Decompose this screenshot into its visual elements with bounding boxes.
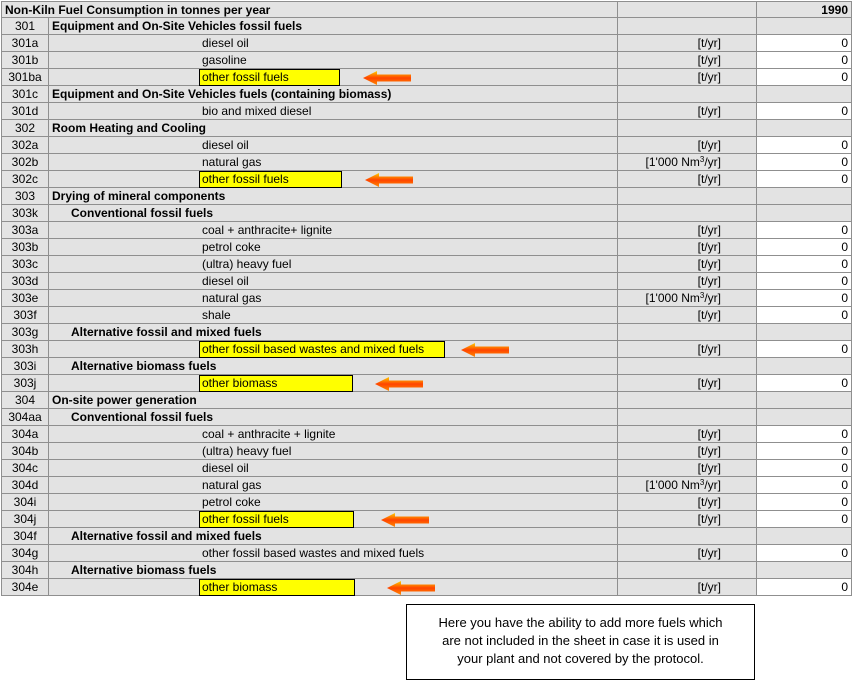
highlighted-fuel-input[interactable]: other fossil fuels xyxy=(199,511,354,528)
unit-cell xyxy=(618,137,757,154)
value-input[interactable]: 0 xyxy=(757,137,852,154)
fuel-label-cell xyxy=(49,375,618,392)
subsection-heading: Conventional fossil fuels xyxy=(49,409,618,426)
unit-cell xyxy=(618,239,757,256)
unit-text: [t/yr] xyxy=(697,308,721,322)
unit-cell xyxy=(618,375,757,392)
row-code: 304g xyxy=(1,545,49,562)
value-input[interactable]: 0 xyxy=(757,494,852,511)
table-row xyxy=(1,137,852,154)
unit-cell xyxy=(618,443,757,460)
orange-left-arrow-icon xyxy=(375,377,423,391)
row-code: 303c xyxy=(1,256,49,273)
section-heading: Equipment and On-Site Vehicles fuels (containing biomass) xyxy=(49,86,618,103)
note-line: Here you have the ability to add more fuels which xyxy=(438,615,723,630)
table-row xyxy=(1,545,852,562)
table-row xyxy=(1,18,852,35)
row-code: 304h xyxy=(1,562,49,579)
highlighted-fuel-input[interactable]: other biomass xyxy=(199,375,353,392)
row-code: 304i xyxy=(1,494,49,511)
table-row xyxy=(1,562,852,579)
unit-text: [t/yr] xyxy=(697,223,721,237)
table-row xyxy=(1,579,852,596)
value-input[interactable]: 0 xyxy=(757,35,852,52)
value-input[interactable]: 0 xyxy=(757,460,852,477)
note-line: your plant and not covered by the protocol. xyxy=(457,651,704,666)
row-code: 304c xyxy=(1,460,49,477)
value-input[interactable]: 0 xyxy=(757,443,852,460)
subsection-heading: Alternative biomass fuels xyxy=(49,562,618,579)
row-code: 301 xyxy=(1,18,49,35)
fuel-label: diesel oil xyxy=(49,273,618,290)
fuel-label: other fossil based wastes and mixed fuels xyxy=(49,545,618,562)
sheet-title: Non-Kiln Fuel Consumption in tonnes per year xyxy=(1,1,618,18)
table-row xyxy=(1,409,852,426)
row-code: 303h xyxy=(1,341,49,358)
unit-cell xyxy=(618,477,757,494)
fuel-label-cell xyxy=(49,341,618,358)
unit-cell xyxy=(618,358,757,375)
fuel-label: petrol coke xyxy=(49,494,618,511)
subsection-heading: Alternative fossil and mixed fuels xyxy=(49,324,618,341)
unit-cell xyxy=(618,205,757,222)
unit-cell xyxy=(618,341,757,358)
table-row xyxy=(1,154,852,171)
empty-value-cell xyxy=(757,188,852,205)
fuel-label: (ultra) heavy fuel xyxy=(49,443,618,460)
orange-left-arrow-icon xyxy=(381,513,429,527)
row-code: 302c xyxy=(1,171,49,188)
note-line: are not included in the sheet in case it is used in xyxy=(442,633,719,648)
table-row xyxy=(1,290,852,307)
unit-cell xyxy=(618,290,757,307)
orange-left-arrow-icon xyxy=(365,173,413,187)
unit-text: [t/yr] xyxy=(697,495,721,509)
fuel-label: diesel oil xyxy=(49,137,618,154)
empty-value-cell xyxy=(757,562,852,579)
row-code: 304aa xyxy=(1,409,49,426)
highlighted-fuel-input[interactable]: other fossil based wastes and mixed fuels xyxy=(199,341,445,358)
row-code: 304b xyxy=(1,443,49,460)
value-input[interactable]: 0 xyxy=(757,477,852,494)
unit-text: [t/yr] xyxy=(697,444,721,458)
unit-text: [t/yr] xyxy=(697,240,721,254)
fuel-label: (ultra) heavy fuel xyxy=(49,256,618,273)
table-row xyxy=(1,511,852,528)
table-row xyxy=(1,528,852,545)
unit-cell xyxy=(618,273,757,290)
row-code: 301ba xyxy=(1,69,49,86)
table-row xyxy=(1,256,852,273)
row-code: 302 xyxy=(1,120,49,137)
unit-cell xyxy=(618,171,757,188)
table-row xyxy=(1,205,852,222)
fuel-rows xyxy=(1,18,852,596)
value-input[interactable]: 0 xyxy=(757,511,852,528)
unit-cell xyxy=(618,103,757,120)
row-code: 301b xyxy=(1,52,49,69)
empty-value-cell xyxy=(757,392,852,409)
value-input[interactable]: 0 xyxy=(757,375,852,392)
unit-cell xyxy=(618,409,757,426)
unit-text: [1'000 Nm xyxy=(645,291,700,305)
unit-text: [1'000 Nm xyxy=(645,478,700,492)
unit-cell xyxy=(618,69,757,86)
empty-value-cell xyxy=(757,358,852,375)
empty-value-cell xyxy=(757,409,852,426)
unit-cell xyxy=(618,579,757,596)
section-heading: Room Heating and Cooling xyxy=(49,120,618,137)
table-row xyxy=(1,392,852,409)
value-input[interactable]: 0 xyxy=(757,290,852,307)
unit-cell xyxy=(618,528,757,545)
unit-cell xyxy=(618,188,757,205)
unit-superscript: 3 xyxy=(699,478,705,487)
subsection-heading: Conventional fossil fuels xyxy=(49,205,618,222)
row-code: 304j xyxy=(1,511,49,528)
orange-left-arrow-icon xyxy=(387,581,435,595)
fuel-label: gasoline xyxy=(49,52,618,69)
fuel-consumption-sheet xyxy=(1,1,852,596)
row-code: 302b xyxy=(1,154,49,171)
value-input[interactable]: 0 xyxy=(757,171,852,188)
unit-cell xyxy=(618,562,757,579)
unit-cell xyxy=(618,511,757,528)
empty-value-cell xyxy=(757,205,852,222)
empty-value-cell xyxy=(757,86,852,103)
table-row xyxy=(1,375,852,392)
value-input[interactable]: 0 xyxy=(757,256,852,273)
table-row xyxy=(1,460,852,477)
fuel-label: diesel oil xyxy=(49,460,618,477)
unit-cell xyxy=(618,86,757,103)
fuel-label-cell xyxy=(49,69,618,86)
row-code: 303d xyxy=(1,273,49,290)
row-code: 301a xyxy=(1,35,49,52)
unit-cell xyxy=(618,35,757,52)
table-row xyxy=(1,273,852,290)
unit-cell xyxy=(618,256,757,273)
section-heading: On-site power generation xyxy=(49,392,618,409)
unit-text: [t/yr] xyxy=(697,70,721,84)
value-input[interactable]: 0 xyxy=(757,341,852,358)
empty-value-cell xyxy=(757,120,852,137)
row-code: 301d xyxy=(1,103,49,120)
fuel-label: petrol coke xyxy=(49,239,618,256)
unit-text: [t/yr] xyxy=(697,172,721,186)
table-row xyxy=(1,120,852,137)
row-code: 304 xyxy=(1,392,49,409)
table-row xyxy=(1,52,852,69)
unit-text-end: /yr] xyxy=(704,478,721,492)
section-heading: Drying of mineral components xyxy=(49,188,618,205)
unit-text: [t/yr] xyxy=(697,580,721,594)
subsection-heading: Alternative biomass fuels xyxy=(49,358,618,375)
unit-text: [1'000 Nm xyxy=(645,155,700,169)
unit-cell xyxy=(618,545,757,562)
value-input[interactable]: 0 xyxy=(757,69,852,86)
value-input[interactable]: 0 xyxy=(757,307,852,324)
unit-text: [t/yr] xyxy=(697,138,721,152)
value-input[interactable]: 0 xyxy=(757,426,852,443)
unit-text: [t/yr] xyxy=(697,342,721,356)
value-input[interactable]: 0 xyxy=(757,273,852,290)
empty-value-cell xyxy=(757,528,852,545)
table-row xyxy=(1,86,852,103)
unit-text: [t/yr] xyxy=(697,546,721,560)
fuel-label: shale xyxy=(49,307,618,324)
unit-text: [t/yr] xyxy=(697,53,721,67)
fuel-label: natural gas xyxy=(49,154,618,171)
row-code: 304f xyxy=(1,528,49,545)
header-row xyxy=(1,1,852,18)
row-code: 302a xyxy=(1,137,49,154)
value-input[interactable]: 0 xyxy=(757,154,852,171)
row-code: 303a xyxy=(1,222,49,239)
table-row xyxy=(1,188,852,205)
row-code: 303e xyxy=(1,290,49,307)
unit-text: [t/yr] xyxy=(697,461,721,475)
row-code: 303g xyxy=(1,324,49,341)
row-code: 303f xyxy=(1,307,49,324)
unit-cell xyxy=(618,120,757,137)
table-row xyxy=(1,443,852,460)
table-row xyxy=(1,239,852,256)
unit-text: [t/yr] xyxy=(697,512,721,526)
table-row xyxy=(1,103,852,120)
value-input[interactable]: 0 xyxy=(757,579,852,596)
unit-superscript: 3 xyxy=(699,155,705,164)
header-unit-cell xyxy=(618,1,757,18)
info-note xyxy=(406,604,755,680)
row-code: 301c xyxy=(1,86,49,103)
table-row xyxy=(1,426,852,443)
orange-left-arrow-icon xyxy=(363,71,411,85)
fuel-label-cell xyxy=(49,511,618,528)
value-input[interactable]: 0 xyxy=(757,103,852,120)
section-heading: Equipment and On-Site Vehicles fossil fuels xyxy=(49,18,618,35)
row-code: 303i xyxy=(1,358,49,375)
unit-cell xyxy=(618,154,757,171)
table-row xyxy=(1,477,852,494)
value-input[interactable]: 0 xyxy=(757,52,852,69)
row-code: 303 xyxy=(1,188,49,205)
unit-text: [t/yr] xyxy=(697,274,721,288)
table-row xyxy=(1,307,852,324)
table-row xyxy=(1,358,852,375)
table-row xyxy=(1,341,852,358)
unit-text: [t/yr] xyxy=(697,104,721,118)
row-code: 303b xyxy=(1,239,49,256)
value-input[interactable]: 0 xyxy=(757,239,852,256)
orange-left-arrow-icon xyxy=(461,343,509,357)
unit-cell xyxy=(618,307,757,324)
unit-cell xyxy=(618,392,757,409)
fuel-label: bio and mixed diesel xyxy=(49,103,618,120)
table-row xyxy=(1,324,852,341)
row-code: 304e xyxy=(1,579,49,596)
unit-cell xyxy=(618,52,757,69)
value-input[interactable]: 0 xyxy=(757,545,852,562)
fuel-label: natural gas xyxy=(49,290,618,307)
value-input[interactable]: 0 xyxy=(757,222,852,239)
unit-text-end: /yr] xyxy=(704,155,721,169)
highlighted-fuel-input[interactable]: other fossil fuels xyxy=(199,171,342,188)
unit-text: [t/yr] xyxy=(697,376,721,390)
unit-text: [t/yr] xyxy=(697,36,721,50)
row-code: 304d xyxy=(1,477,49,494)
subsection-heading: Alternative fossil and mixed fuels xyxy=(49,528,618,545)
table-row xyxy=(1,222,852,239)
unit-cell xyxy=(618,460,757,477)
unit-text-end: /yr] xyxy=(704,291,721,305)
unit-cell xyxy=(618,18,757,35)
fuel-label: diesel oil xyxy=(49,35,618,52)
unit-text: [t/yr] xyxy=(697,257,721,271)
highlighted-fuel-input[interactable]: other biomass xyxy=(199,579,355,596)
unit-superscript: 3 xyxy=(699,291,705,300)
year-header: 1990 xyxy=(757,1,852,18)
fuel-label-cell xyxy=(49,171,618,188)
unit-text: [t/yr] xyxy=(697,427,721,441)
unit-cell xyxy=(618,324,757,341)
row-code: 304a xyxy=(1,426,49,443)
unit-cell xyxy=(618,426,757,443)
row-code: 303j xyxy=(1,375,49,392)
fuel-label: coal + anthracite+ lignite xyxy=(49,222,618,239)
empty-value-cell xyxy=(757,18,852,35)
table-row xyxy=(1,171,852,188)
table-row xyxy=(1,69,852,86)
empty-value-cell xyxy=(757,324,852,341)
fuel-label: coal + anthracite + lignite xyxy=(49,426,618,443)
unit-cell xyxy=(618,494,757,511)
fuel-label: natural gas xyxy=(49,477,618,494)
unit-cell xyxy=(618,222,757,239)
fuel-label-cell xyxy=(49,579,618,596)
table-row xyxy=(1,35,852,52)
table-row xyxy=(1,494,852,511)
row-code: 303k xyxy=(1,205,49,222)
highlighted-fuel-input[interactable]: other fossil fuels xyxy=(199,69,340,86)
